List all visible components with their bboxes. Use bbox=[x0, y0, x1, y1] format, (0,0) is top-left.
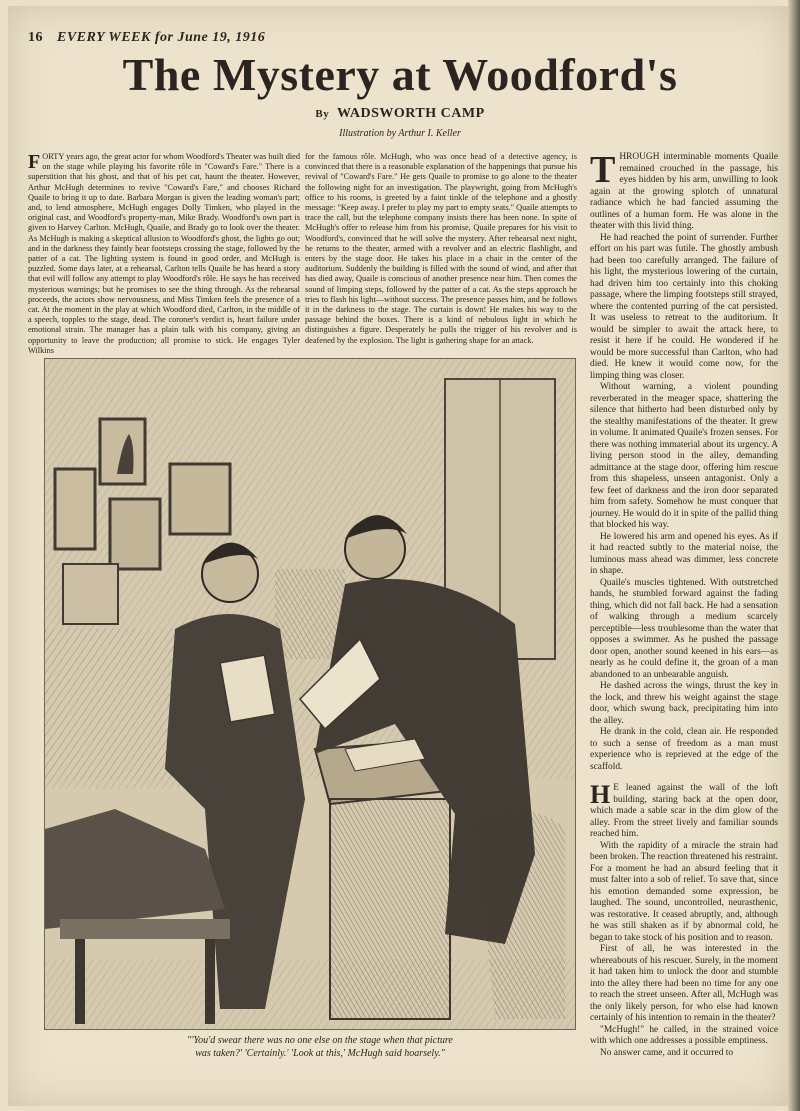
story-paragraph: With the rapidity of a miracle the strain had been broken. The reaction threatened his restraint. For a moment he had an absurd feeling that it must falter into a sob of relief. To save that, since his emotion demanded some expression, he laughed. The sound, uncontrolled, neurasthenic, was restorative. It ceased abruptly, and, although he was still shaken as if by abnormal cold, he began to take stock of his position and to reason. bbox=[590, 840, 778, 943]
synopsis-text-1: ORTY years ago, the great actor for whom Woodford's Theater was built died on the stage while playing his favorite rôle in "Coward's Fare." There is a superstition that his ghost, and that of his pet cat, haunt the theater. However, Arthur McHugh determines to revive "Coward's Fare," and chooses Richard Quaile to bring it up to date. Barbara Morgan is given the leading woman's part; and, to lend atmosphere, McHugh engages Dolly Timken, who played in the original cast, and Woodford's property-man, Mike Brady. Woodford's own part is given to Harvey Carlton. McHugh, Quaile, and Brady go to look over the theater. As McHugh is making a skeptical allusion to Woodford's ghost, the lights go out; and in the darkness they faintly hear footsteps crossing the stage, followed by the patter of a cat. The lighting system is found in good order, and McHugh is puzzled. Some days later, at a rehearsal, Carlton tells Quaile he has heard a story that evil will follow any attempt to play Woodford's rôle. He says he has received mysterious warnings; but he promises to see the thing through. As the rehearsal proceeds, the actors show nervousness, and Miss Timken feels the presence of a cat. At the moment in the play at which Woodford died, Carlton, in the middle of a speech, topples to the stage, dead. The coroner's verdict is, heart failure under emotional strain. The manager has a plain talk with his company, giving an opportunity to leave the production; all promise to stick. He engages Tyler Wilkins bbox=[28, 152, 300, 355]
page-header bbox=[28, 30, 265, 46]
story-paragraph bbox=[590, 780, 778, 841]
story-illustration bbox=[44, 358, 576, 1030]
synopsis-column-2: for the famous rôle. McHugh, who was once head of a detective agency, is convinced that there is a reasonable explanation of the happenings that pursue his revival of "Coward's Fare." He gets Quaile to promise to go alone to the theater the following night for an investigation. The playwright, going from McHugh's office to his rooms, is greeted by a faint tinkle of the telephone and a ghostly message: "Keep away. I prefer to play my part to empty seats." Quaile attempts to trace the call, but the telephone company insists there has been none. In spite of McHugh's offer to release him from his promise, Quaile prepares for his visit to Woodford's, convinced that he will solve the mystery. After rehearsal next night, he returns to the theater, armed with a revolver and an electric flashlight, and enters by the stage door. He takes his place in a chair in the center of the auditorium. Suddenly the building is filled with the sound of wind, and after that has died away, Quaile is conscious of another presence near him. Then comes the sound of limping steps, followed by the patter of a cat. As the steps approach he tries to flash his light—without success. The presence passes him, and he follows it in the darkness to the stage. The curtain is down! He makes his way to the passage behind the boxes. There is a kind of nebulous light in which he distinguishes a figure. Desperately he pulls the trigger of his revolver and is deafened by the explosion. The light is gathering shape for an attack. bbox=[305, 152, 577, 345]
story-paragraph-text: HROUGH interminable moments Quaile remained crouched in the passage, his eyes hidden by his arm, unwilling to look again at the growing splotch of unnatural radiance which he had fancied assuming the outlines of a human form. He was alone in the theater with this livid thing. bbox=[590, 152, 778, 231]
story-paragraph bbox=[590, 149, 778, 233]
page-number: 16 bbox=[28, 30, 43, 45]
story-paragraph: "McHugh!" he called, in the strained voice with which one addresses a possible emptiness. bbox=[590, 1024, 778, 1046]
story-paragraph: Quaile's muscles tightened. With outstretched hands, he stumbled forward against the fading thing, which did not fall back. He had a sensation of walking through a medium scarcely perceptible—less troublesome than the water that opposes a swimmer. As he pushed the passage door open, another sound keened in his ears—as nearly as he could define it, the groan of a man abandoned to an unbearable anguish. bbox=[590, 577, 778, 680]
story-paragraph-text: E leaned against the wall of the loft building, staring back at the open door, which made a sable scar in the dim glow of the alley. From the street lively and familiar sounds reached him. bbox=[590, 783, 778, 839]
story-paragraph: No answer came, and it occurred to bbox=[600, 1047, 734, 1058]
story-initial: T bbox=[590, 149, 616, 191]
author-name: WADSWORTH CAMP bbox=[336, 106, 485, 121]
section-initial: H bbox=[590, 780, 611, 809]
story-paragraph: He lowered his arm and opened his eyes. As if it had reacted subtly to the material noise, the luminous mass ahead was dimmer, less concrete in shape. bbox=[590, 531, 778, 576]
illustration-caption bbox=[120, 1034, 520, 1060]
synopsis-initial: F bbox=[28, 151, 41, 173]
story-column bbox=[590, 149, 778, 1092]
illustration-drawing bbox=[45, 359, 575, 1029]
byline bbox=[300, 106, 500, 122]
caption-line-1: "'You'd swear there was no one else on the stage when that picture bbox=[187, 1035, 453, 1046]
story-paragraph: First of all, he was interested in the whereabouts of his rescuer. Surely, in the moment it had taken him to unlock the door and stumble into the alley there had been no time for any one to reach the street unseen. After all, McHugh was the only likely person, for who else had known certainly of his intention to remain in the theater? bbox=[590, 944, 778, 1023]
article-title: The Mystery at Woodford's bbox=[122, 49, 678, 100]
story-paragraph: He dashed across the wings, thrust the key in the lock, and threw his weight against the stage door, which swung back, precipitating him into the alley. bbox=[590, 681, 778, 726]
story-paragraph: Without warning, a violent pounding reverberated in the meager space, shattering the silence that hitherto had been disturbed only by the stealthy manifestations of the theater. It grew in volume. It animated Quaile's frozen senses. For there was nothing immaterial about its urgency. A living person stood in the alley, demanding admittance at the stage door, offering him rescue from this shapeless, unseen antagonist. Only a few feet of darkness and the iron door separated him from safety. Somehow he must conquer that journey. He would do it in spite of the pallid thing that blocked his way. bbox=[590, 382, 778, 530]
synopsis-column-1 bbox=[28, 151, 300, 355]
binding-edge bbox=[788, 0, 800, 1111]
illustration-credit: Illustration by Arthur I. Keller bbox=[339, 128, 461, 139]
story-paragraph: He drank in the cold, clean air. He responded to such a sense of freedom as a man must experience who is reprieved at the edge of the scaffold. bbox=[590, 727, 778, 772]
story-paragraph: He had reached the point of surrender. Further effort on his part was futile. The ghostly ambush had been too carefully arranged. The failure of his light, the mysterious lowering of the curtain, had driven him too certainly into this choking passage, where the limping footsteps still strayed, where the contented purring of the cat persisted. It was useless to retreat to the auditorium. It would be simpler to await the attack here, to resist it here if he could. He wondered if he would be more successful than Carlton, who had died. He knew it would come now, for the limping thing was closer. bbox=[590, 232, 778, 381]
caption-line-2: was taken?' 'Certainly.' 'Look at this,' McHugh said hoarsely." bbox=[195, 1048, 445, 1059]
publication-line: EVERY WEEK for June 19, 1916 bbox=[57, 30, 266, 45]
byline-prefix: By bbox=[315, 108, 330, 120]
